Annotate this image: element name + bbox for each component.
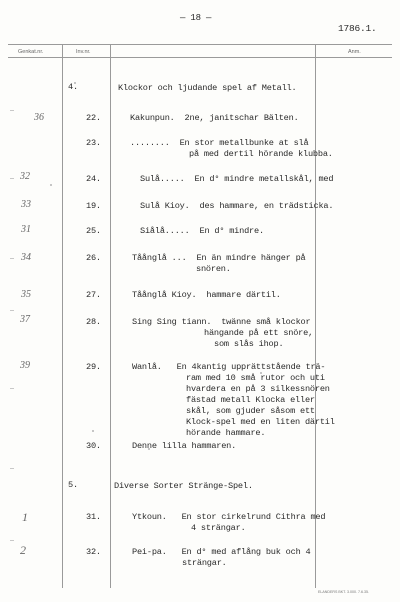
entry-text: som slås ihop.	[214, 339, 284, 349]
inv-number: 23.	[86, 138, 101, 148]
inv-number: 26.	[86, 253, 101, 263]
margin-tick	[10, 388, 14, 389]
section-title: Klockor och ljudande spel af Metall.	[118, 83, 297, 93]
margin-tick	[10, 110, 14, 111]
inv-number: 28.	[86, 317, 101, 327]
entry-text: hängande på ett snöre,	[204, 328, 314, 338]
entry-text: Denne lilla hammaren.	[132, 441, 237, 451]
entry-text: Ytkoun. En stor cirkelrund Cithra med	[132, 512, 326, 522]
entry-text: snören.	[196, 264, 231, 274]
entry-text: Wanlå. En 4kantig upprättstående trä-	[132, 362, 326, 372]
paper-speck	[92, 430, 94, 432]
column-header-anm: Anm.	[348, 49, 361, 55]
genkat-number: 1	[22, 510, 28, 524]
entry-text: Tåånglå Kioy. hammare därtil.	[132, 290, 281, 300]
inv-number: 31.	[86, 512, 101, 522]
entry-text: Klock-spel med en liten därtil	[186, 417, 335, 427]
entry-text: hörande hammare.	[186, 428, 266, 438]
entry-text: Pei-pa. En d° med aflång buk och 4	[132, 547, 311, 557]
header-rule	[8, 44, 392, 45]
genkat-number: 37	[20, 314, 30, 325]
paper-speck	[50, 184, 52, 186]
entry-text: ........ En stor metallbunke at slå	[130, 138, 309, 148]
entry-text: ram med 10 små rutor och uti	[186, 373, 325, 383]
inv-number: 27.	[86, 290, 101, 300]
genkat-number: 36	[34, 112, 44, 123]
column-header-genkat: Genkat.nr.	[18, 49, 44, 55]
inv-number: 32.	[86, 547, 101, 557]
margin-tick	[10, 468, 14, 469]
genkat-number: 32	[20, 171, 30, 182]
genkat-number: 34	[21, 252, 31, 263]
page-number: — 18 —	[180, 13, 212, 23]
header-rule-bottom	[8, 57, 392, 58]
genkat-number: 39	[20, 360, 30, 371]
inv-number: 22.	[86, 113, 101, 123]
genkat-number: 35	[21, 289, 31, 300]
entry-text: strängar.	[182, 558, 227, 568]
entry-text: Tåånglå ... En än mindre hänger på	[132, 253, 306, 263]
entry-text: skål, som gjuder såsom ett	[186, 406, 315, 416]
entry-text: Sing Sing tiann. twänne små klockor	[132, 317, 311, 327]
entry-text: Sulå Kioy. des hammare, en trädsticka.	[140, 201, 334, 211]
entry-text: Siålå..... En d° mindre.	[140, 226, 264, 236]
section-title: Diverse Sorter Stränge-Spel.	[114, 481, 253, 491]
entry-text: fästad metall Klocka eller	[186, 395, 315, 405]
column-divider-1	[62, 44, 63, 588]
entry-text: på med dertil hörande klubba.	[189, 149, 333, 159]
column-divider-3	[315, 44, 316, 588]
genkat-number: 2	[20, 543, 26, 557]
entry-text: 4 strängar.	[191, 523, 246, 533]
margin-tick	[10, 178, 14, 179]
entry-text: Sulå..... En d° mindre metallskål, med	[140, 174, 334, 184]
margin-tick	[10, 258, 14, 259]
genkat-number: 31	[21, 224, 31, 235]
column-divider-2	[110, 44, 111, 588]
section-number: 4.	[68, 82, 78, 92]
inv-number: 29.	[86, 362, 101, 372]
genkat-number: 33	[21, 199, 31, 210]
column-header-invnr: Inv.nr.	[76, 49, 91, 55]
margin-tick	[10, 310, 14, 311]
inv-number: 24.	[86, 174, 101, 184]
inv-number: 25.	[86, 226, 101, 236]
catalog-code: 1786.1.	[338, 23, 377, 34]
section-number: 5.	[68, 480, 78, 490]
inv-number: 19.	[86, 201, 101, 211]
entry-text: hvardera en på 3 silkessnören	[186, 384, 330, 394]
entry-text: Kakunpun. 2ne, janitschar Bälten.	[130, 113, 299, 123]
margin-tick	[10, 540, 14, 541]
printer-imprint: ELANDERS BKT. 3.000. 7.6.35.	[318, 590, 369, 594]
inv-number: 30.	[86, 441, 101, 451]
